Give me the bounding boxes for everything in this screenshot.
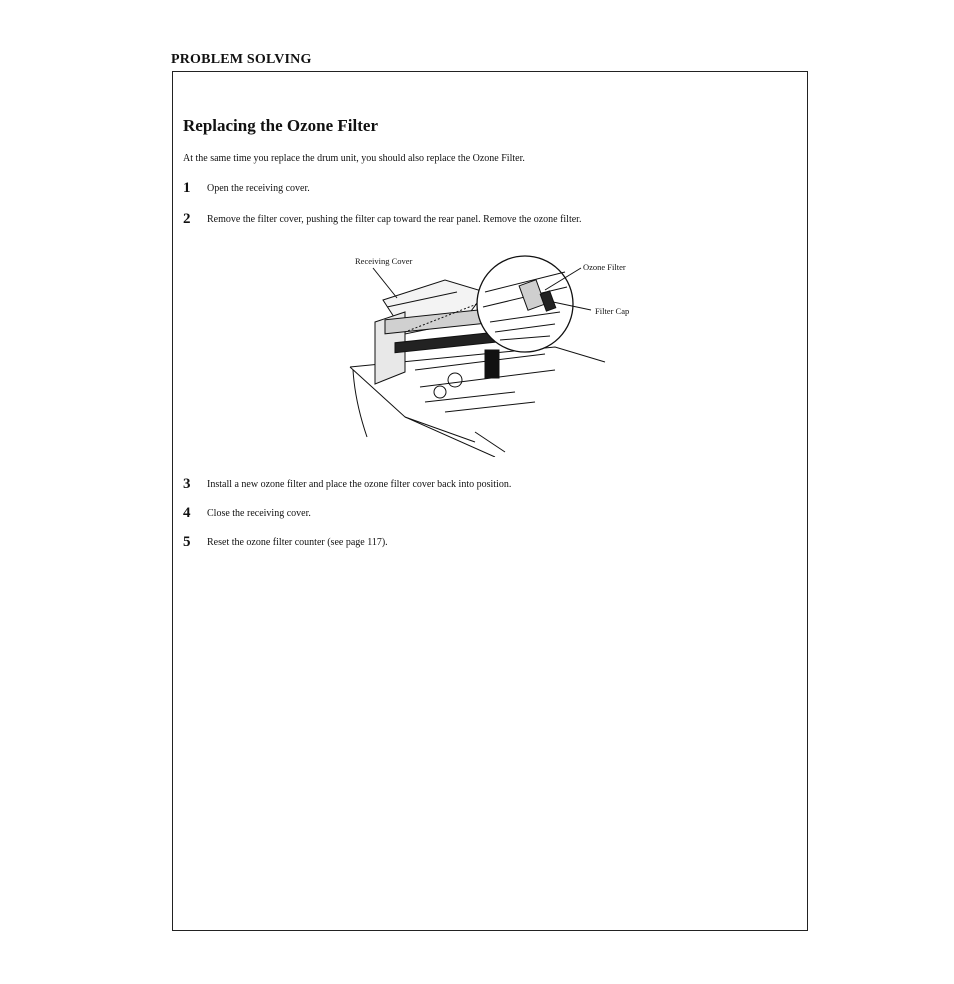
step-text: Close the receiving cover. [207,508,311,519]
label-ozone-filter: Ozone Filter [583,262,626,272]
step-text: Open the receiving cover. [207,183,310,194]
step-text: Reset the ozone filter counter (see page 117). [207,537,388,548]
label-filter-cap: Filter Cap [595,306,630,316]
section-header: PROBLEM SOLVING [171,52,312,67]
label-receiving-cover: Receiving Cover [355,256,413,266]
step-2 [183,211,581,228]
page-title: Replacing the Ozone Filter [183,116,378,135]
intro-paragraph: At the same time you replace the drum unit, you should also replace the Ozone Filter. [183,153,525,164]
page-frame [172,71,808,931]
step-number: 4 [183,505,191,521]
step-4 [183,505,311,522]
step-number: 2 [183,211,191,227]
fax-illustration [345,252,645,457]
step-text: Remove the filter cover, pushing the filter cap toward the rear panel. Remove the ozone filter. [207,214,582,225]
step-5 [183,534,388,551]
step-text: Install a new ozone filter and place the ozone filter cover back into position. [207,479,512,490]
step-number: 3 [183,476,191,492]
step-3 [183,476,511,493]
step-number: 5 [183,534,191,550]
fax-drawing [345,252,645,457]
step-number: 1 [183,180,191,196]
step-1 [183,180,310,197]
